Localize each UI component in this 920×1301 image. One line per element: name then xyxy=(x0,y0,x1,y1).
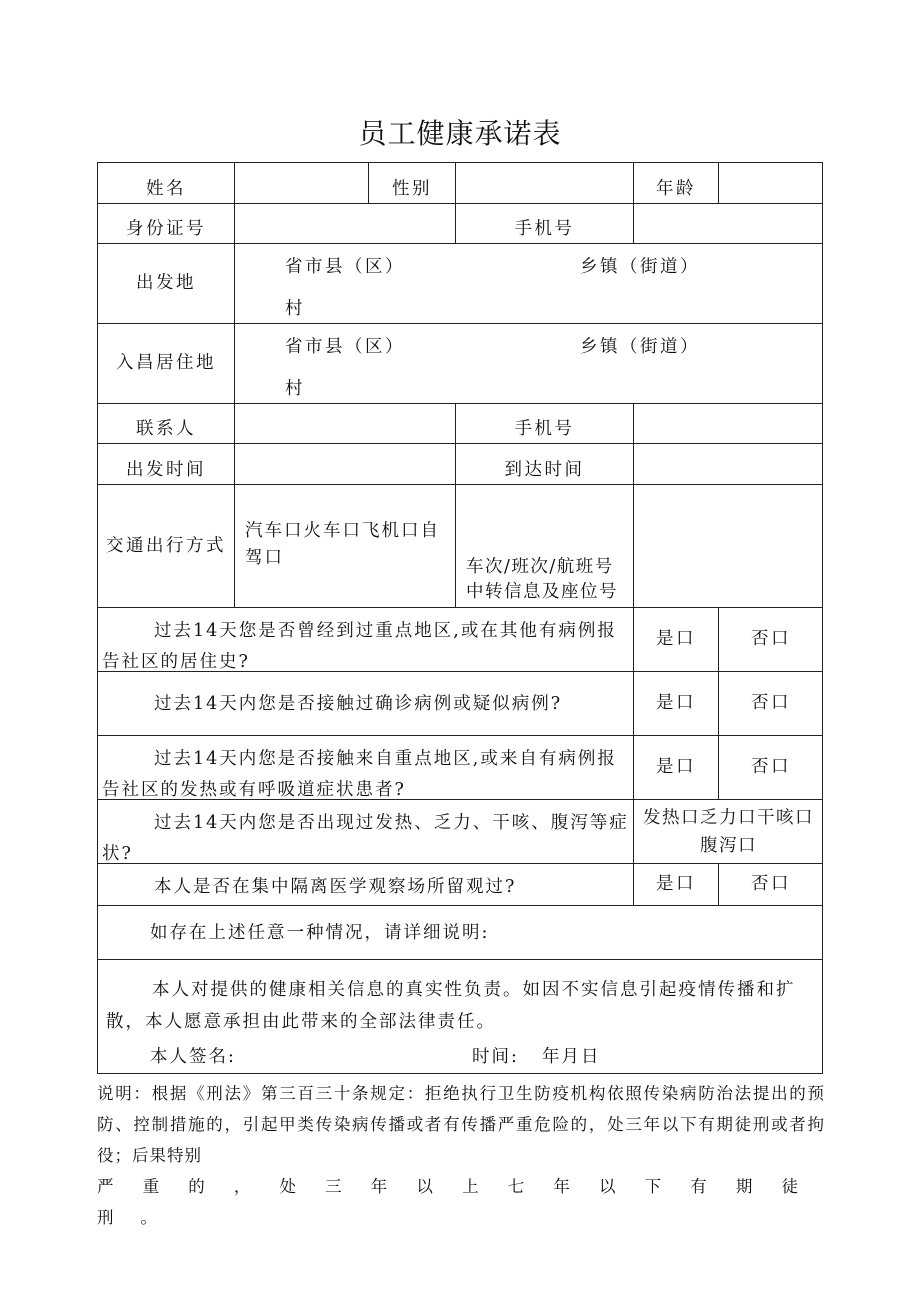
arrive-time-field[interactable] xyxy=(634,444,823,485)
departure-label: 出发地 xyxy=(98,244,235,324)
residence-label: 入昌居住地 xyxy=(98,324,235,404)
departure-province-text: 省市县（区） xyxy=(285,257,405,277)
age-value-field[interactable] xyxy=(719,163,823,204)
declaration-text: 本人对提供的健康相关信息的真实性负责。如因不实信息引起疫情传播和扩散，本人愿意承担由此带来的全部法律责任。 xyxy=(106,980,796,1033)
contact-field[interactable] xyxy=(235,404,456,444)
arrive-time-label: 到达时间 xyxy=(456,444,634,485)
gender-label: 性别 xyxy=(369,163,456,204)
health-form-table xyxy=(97,162,823,1074)
transport-options[interactable]: 汽车口火车口飞机口自驾口 xyxy=(235,485,456,608)
depart-time-field[interactable] xyxy=(235,444,456,485)
phone-label: 手机号 xyxy=(456,204,634,244)
question-5-no-checkbox[interactable]: 否口 xyxy=(719,864,823,906)
departure-village-text: 村 xyxy=(285,299,305,319)
question-2-no-checkbox[interactable]: 否口 xyxy=(719,672,823,736)
declaration-section xyxy=(98,960,823,1074)
phone-field[interactable] xyxy=(634,204,823,244)
question-3-no-checkbox[interactable]: 否口 xyxy=(719,736,823,800)
residence-province-text: 省市县（区） xyxy=(285,337,405,357)
signature-label: 本人签名: xyxy=(150,1046,236,1067)
gender-value-field[interactable] xyxy=(456,163,634,204)
transport-detail-line1: 车次/班次/航班号 xyxy=(466,557,614,577)
departure-address-field[interactable] xyxy=(235,244,823,324)
transport-detail-line2: 中转信息及座位号 xyxy=(466,582,618,603)
transport-detail-field[interactable] xyxy=(456,485,634,608)
question-3-text: 过去14天内您是否接触来自重点地区,或来自有病例报告社区的发热或有呼吸道症状患者? xyxy=(98,736,634,800)
name-value-field[interactable] xyxy=(235,163,369,204)
departure-town-text: 乡镇（街道） xyxy=(580,257,700,277)
transport-label: 交通出行方式 xyxy=(98,485,235,608)
question-1-no-checkbox[interactable]: 否口 xyxy=(719,608,823,672)
depart-time-label: 出发时间 xyxy=(98,444,235,485)
contact-phone-field[interactable] xyxy=(634,404,823,444)
name-label: 姓名 xyxy=(98,163,235,204)
form-title: 员工健康承诺表 xyxy=(358,117,562,150)
age-label: 年龄 xyxy=(634,163,719,204)
question-5-yes-checkbox[interactable]: 是口 xyxy=(634,864,719,906)
id-number-field[interactable] xyxy=(235,204,456,244)
legal-note xyxy=(97,1078,825,1233)
contact-label: 联系人 xyxy=(98,404,235,444)
question-1-text: 过去14天您是否曾经到过重点地区,或在其他有病例报告社区的居住史? xyxy=(98,608,634,672)
date-label: 年月日 xyxy=(542,1046,601,1067)
question-4-text: 过去14天内您是否出现过发热、乏力、干咳、腹泻等症状? xyxy=(98,800,634,864)
details-prompt: 如存在上述任意一种情况，请详细说明: xyxy=(150,923,490,943)
transport-detail-value-field[interactable] xyxy=(634,485,823,608)
residence-town-text: 乡镇（街道） xyxy=(580,337,700,357)
question-1-yes-checkbox[interactable]: 是口 xyxy=(634,608,719,672)
legal-note-text: 说明：根据《刑法》第三百三十条规定：拒绝执行卫生防疫机构依照传染病防治法提出的预防、控制措施的，引起甲类传染病传播或者有传播严重危险的，处三年以下有期徒刑或者拘役；后果特别 xyxy=(97,1084,825,1165)
residence-address-field[interactable] xyxy=(235,324,823,404)
question-2-text: 过去14天内您是否接触过确诊病例或疑似病例? xyxy=(98,672,634,736)
question-2-yes-checkbox[interactable]: 是口 xyxy=(634,672,719,736)
question-3-yes-checkbox[interactable]: 是口 xyxy=(634,736,719,800)
contact-phone-label: 手机号 xyxy=(456,404,634,444)
details-field[interactable] xyxy=(98,906,823,960)
residence-village-text: 村 xyxy=(285,379,305,399)
legal-note-last-line: 严重的，处三年以上七年以下有期徒刑。 xyxy=(97,1177,825,1227)
question-5-text: 本人是否在集中隔离医学观察场所留观过? xyxy=(98,864,634,906)
time-label: 时间: xyxy=(472,1046,519,1067)
question-4-symptom-checkboxes[interactable]: 发热口乏力口干咳口腹泻口 xyxy=(634,800,823,864)
id-number-label: 身份证号 xyxy=(98,204,235,244)
